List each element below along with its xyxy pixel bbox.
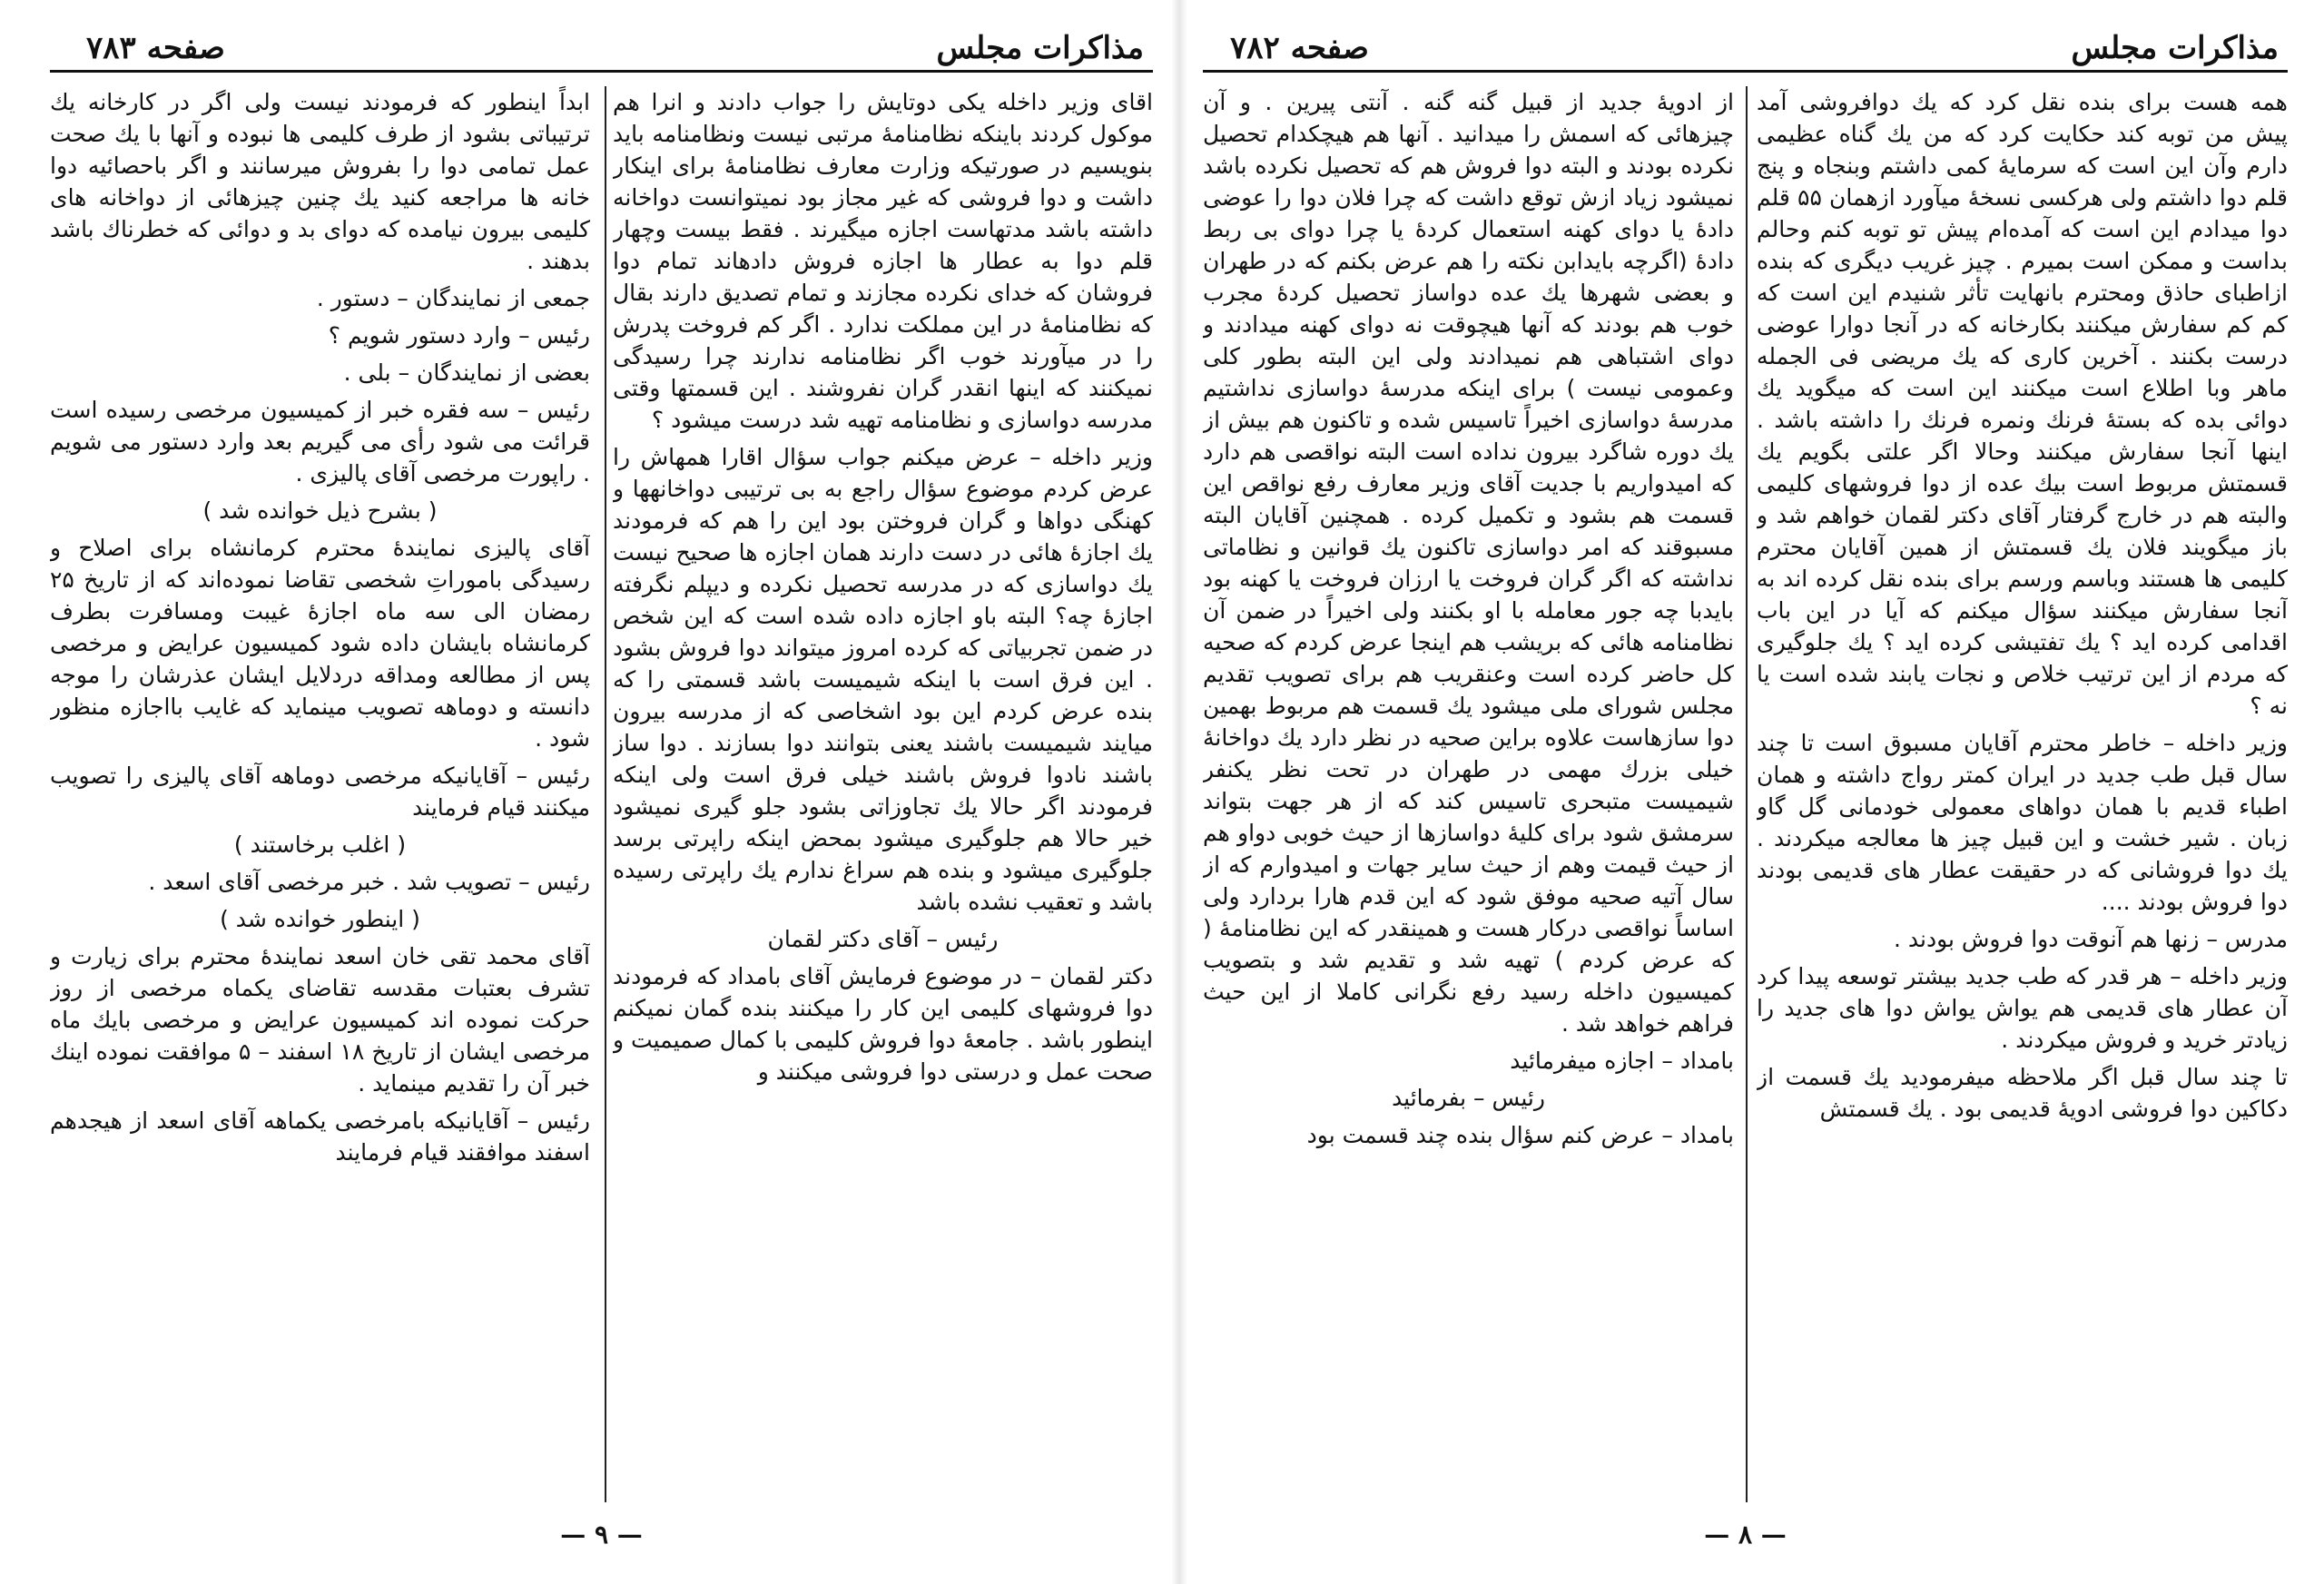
right-page-number: صفحه ۷۸۲ bbox=[1230, 30, 1369, 66]
speaker-line: رئیس – آقای دکتر لقمان bbox=[767, 926, 999, 952]
paragraph: ابداً اینطور که فرمودند نیست ولی اگر در کارخانه یك ترتیباتی بشود از طرف کلیمی ها نبوده و آنها با یك صحت عمل تمامی دوا را بفروش میرسانند و اگر باحصائیه دوا خانه ها مراجعه کنید یك چنین چیزهائی از دواخانه های کلیمی بیرون نیامده که دوای بد و دوائی که خطرناك باشد بدهند . bbox=[50, 89, 590, 274]
right-page-left-column bbox=[1203, 86, 1734, 1511]
header-rule bbox=[1203, 70, 2288, 73]
speaker-line: جمعی از نمایندگان – دستور . bbox=[316, 285, 590, 311]
book-gutter bbox=[1171, 0, 1187, 1584]
right-page-running-title: مذاکرات مجلس bbox=[2071, 30, 2279, 66]
speaker-line: مدرس – زنها هم آنوقت دوا فروش بودند . bbox=[1893, 926, 2288, 952]
paragraph: رئیس – تصویب شد . خبر مرخصی آقای اسعد . bbox=[148, 869, 590, 895]
column-divider bbox=[1746, 86, 1748, 1502]
paragraph: رئیس – آقایانیکه مرخصی دوماهه آقای پالیزی را تصویب میکنند قیام فرمایند bbox=[50, 762, 590, 821]
stage-direction: ( بشرح ذیل خوانده شد ) bbox=[202, 497, 438, 524]
left-page-running-title: مذاکرات مجلس bbox=[936, 30, 1144, 66]
paragraph: وزیر داخله – خاطر محترم آقایان مسبوق است تا چند سال قبل طب جدید در ایران کمتر رواج داشته و همان اطباء قدیم با همان دواهای معمولی خودمانی گل گاو زبان . شیر خشت و این قبیل چیز ها معالجه میکردند . یك دوا فروشانی که در حقیقت عطار های قدیمی بودند دوا فروش بودند .... bbox=[1757, 730, 2288, 915]
right-page-right-column bbox=[1757, 86, 2288, 1511]
stage-direction: ( اغلب برخاستند ) bbox=[233, 831, 407, 858]
paragraph: وزیر داخله – هر قدر که طب جدید بیشتر توسعه پیدا کرد آن عطار های قدیمی هم یواش یواش دوا های جدید را زیادتر خرید و فروش میکردند . bbox=[1757, 963, 2288, 1053]
right-page-folio: — ۸ — bbox=[1704, 1520, 1787, 1550]
stage-direction: ( اینطور خوانده شد ) bbox=[220, 906, 420, 932]
paragraph: دکتر لقمان – در موضوع فرمایش آقای بامداد که فرمودند دوا فروشهای کلیمی این کار را میکنند بنده گمان نمیکنم اینطور باشد . جامعهٔ دوا فروش کلیمی با کمال صمیمیت و صحت عمل و درستی دوا فروشی میکنند و bbox=[613, 963, 1153, 1085]
speaker-line: بامداد – عرض کنم سؤال بنده چند قسمت بود bbox=[1306, 1122, 1734, 1148]
left-page-left-column bbox=[50, 86, 590, 1511]
column-divider bbox=[605, 86, 606, 1502]
header-rule bbox=[50, 70, 1153, 73]
paragraph: همه هست برای بنده نقل کرد که یك دوافروشی آمد پیش من توبه کند حکایت کرد که من یك گناه عظیمی دارم وآن این است که سرمایهٔ کمی داشتم وبنجاه و پنج قلم دوا داشتم ولی هرکسی نسخهٔ میآورد ازهمان ۵۵ قلم دوا میدادم این است که آمده‌ام پیش تو توبه کنم وحالم بداست و ممکن است بمیرم . چیز غریب دیگری که بنده ازاطبای حاذق ومحترم بانهایت تأثر شنیدم این است که کم کم سفارش میکنند بکارخانه که در آنجا دوارا عوضی درست بکنند . آخرین کاری که یك مریضی فی الجمله ماهر وبا اطلاع است میکنند این است که میگوید یك دوائی بده که بستهٔ فرنك ونمره فرنك را داشته باشد . اینها آنجا سفارش میکنند وحالا اگر علتی بگویم یك قسمتش مربوط است بیك عده از دوا فروشهای کلیمی والبته هم در خارج گرفتار آقای دکتر لقمان خواهم شد و باز میگویند فلان یك قسمتش از همین آقایان محترم کلیمی ها هستند وباسم ورسم برای بنده نقل کرده اند به آنجا سفارش میکنند سؤال میکنم که آیا در این باب اقدامی کرده اید ؟ یك تفتیشی کرده اید ؟ یك جلوگیری که مردم از این ترتیب خلاص و نجات یابند شده است یا نه ؟ bbox=[1757, 89, 2288, 719]
speaker-line: بعضی از نمایندگان – بلی . bbox=[343, 359, 590, 386]
paragraph: رئیس – آقایانیکه بامرخصی یکماهه آقای اسعد از هیجدهم اسفند موافقند قیام فرمایند bbox=[50, 1107, 590, 1166]
speaker-line: بامداد – اجازه میفرمائید bbox=[1510, 1048, 1734, 1074]
left-page-header bbox=[50, 23, 1153, 73]
speaker-line: رئیس – وارد دستور شویم ؟ bbox=[328, 322, 590, 349]
left-page-number: صفحه ۷۸۳ bbox=[86, 30, 225, 66]
paragraph: اقای وزیر داخله یکی دوتایش را جواب دادند و انرا هم موکول کردند باینکه نظامنامهٔ مرتبی نیست ونظامنامه باید بنویسیم در صورتیکه وزارت معارف نظامنامهٔ برای اینکار داشت و دوا فروشی که غیر مجاز بود نمیتوانست دواخانه داشته باشد مدتهاست اجازه میگیرند . فقط بیست وچهار قلم دوا به عطار ها اجازه فروش دادهاند تمام دوا فروشان که خدای نکرده مجازند و تمام تصدیق دارند بقال که نظامنامهٔ در این مملکت ندارد . اگر کم فروخت پدرش را در میآورند خوب اگر نظامنامه ندارند چرا رسیدگی نمیکنند که اینها انقدر گران نفروشند . این قسمتها وقتی مدرسه دواسازی و نظامنامه تهیه شد درست میشود ؟ bbox=[613, 89, 1153, 433]
speaker-line: رئیس – بفرمائید bbox=[1392, 1085, 1545, 1111]
paragraph: آقای پالیزی نمایندهٔ محترم کرمانشاه برای اصلاح و رسیدگی باموراتِ شخصی تقاضا نموده‌اند که از تاریخ ۲۵ رمضان الی سه ماه اجازهٔ غیبت ومسافرت بطرف کرمانشاه بایشان داده شود کمیسیون عرایض و مرخصی پس از مطالعه ومداقه دردلایل ایشان عذرشان را موجه دانسته و دوماهه تصویب مینماید که غایب بااجازه منظور شود . bbox=[50, 535, 590, 752]
paragraph: آقای محمد تقی خان اسعد نمایندهٔ محترم برای زیارت و تشرف بعتبات مقدسه تقاضای یکماه مرخصی از روز حرکت نموده اند کمیسیون عرایض و مرخصی بایك ماه مرخصی ایشان از تاریخ ۱۸ اسفند – ۵ موافقت نموده اینك خبر آن را تقدیم مینماید . bbox=[50, 943, 590, 1097]
left-page bbox=[50, 0, 1153, 1584]
paragraph: رئیس – سه فقره خبر از کمیسیون مرخصی رسیده است قرائت می شود رأی می گیریم بعد وارد دستور می شویم . راپورت مرخصی آقای پالیزی . bbox=[50, 397, 590, 487]
paragraph: تا چند سال قبل اگر ملاحظه میفرمودید یك قسمت از دکاکین دوا فروشی ادویهٔ قدیمی بود . یك قسمتش bbox=[1757, 1064, 2288, 1122]
paragraph: از ادویهٔ جدید از قبیل گنه گنه . آنتی پیرین . و آن چیزهائی که اسمش را میدانید . آنها هم هیچکدام تحصیل نکرده بودند و البته دوا فروش هم که تحصیل نکرده باشد نمیشود زیاد ازش توقع داشت که چرا فلان دوا را عوضی دادهٔ یا دوای کهنه استعمال کردهٔ یا چرا دوای بی ربط دادهٔ (اگرچه بایدابن نکته را هم عرض بکنم که در طهران و بعضی شهرها یك عده دواساز تحصیل کردهٔ مجرب خوب هم بودند که آنها هیچوقت نه دوای کهنه میدادند و دوای اشتباهی هم نمیدادند ولی این البته بطور کلی وعمومی نیست ) برای اینکه مدرسهٔ دواسازی نداشتیم مدرسهٔ دواسازی اخیراً تاسیس شده و تاکنون هم بیش از یك دوره شاگرد بیرون نداده است البته نواقصی هم دارد که امیدواریم با جدیت آقای وزیر معارف رفع نواقص این قسمت هم بشود و تکمیل کرده . همچنین آقایان البته مسبوقند که امر دواسازی تاکنون یك قوانین و نظاماتی نداشته که اگر گران فروخت یا ارزان فروخت یا کهنه بود بایدبا چه جور معامله با او بکنند ولی اخیراً در ضمن آن نظامنامه هائی که بریشب هم اینجا عرض کردم که صحیه کل حاضر کرده است وعنقریب هم برای تصویب تقدیم مجلس شورای ملی میشود یك قسمت هم مربوط بهمین دوا سازهاست علاوه براین صحیه در نظر دارد یك دواخانهٔ خیلی بزرك مهمی در طهران در تحت نظر یکنفر شیمیست متبحری تاسیس کند که از هر جهت بتواند سرمشق شود برای کلیهٔ دواسازها از حیث خوبی دواو هم از حیث قیمت وهم از حیث سایر جهات و امیدوارم که از سال آتیه صحیه موفق شود که این قدم هارا بردارد ولی اساساً نواقصی درکار هست و همینقدر که این نظامنامهٔ ( که عرض کردم ) تهیه شد و تقدیم شد و بتصویب کمیسیون داخله رسید رفع نگرانی کاملا از این حیث فراهم خواهد شد . bbox=[1203, 89, 1734, 1037]
right-page-header bbox=[1203, 23, 2288, 73]
paragraph: وزیر داخله – عرض میکنم جواب سؤال اقارا همهاش را عرض کردم موضوع سؤال راجع به بی ترتیبی دواخانهها و کهنگی دواها و گران فروختن بود این را هم که فرمودند یك اجازهٔ هائی در دست دارند همان اجازه ها صحیح نیست یك دواسازی که در مدرسه تحصیل نکرده و دیپلم نگرفته اجازهٔ چه؟ البته باو اجازه داده شده است که این شخص در ضمن تجربیاتی که کرده امروز میتواند دوا فروش بشود . این فرق است با اینکه شیمیست باشد قسمتی را که بنده عرض کردم این بود اشخاصی که از مدرسه بیرون میایند شیمیست باشند یعنی بتوانند دوا بسازند . دوا ساز باشند نادوا فروش باشند خیلی فرق است ولی اینکه فرمودند اگر حالا یك تجاوزاتی بشود جلو گیری نمیشود خیر حالا هم جلوگیری میشود بمحض اینکه راپرتی برسد جلوگیری میشود و بنده هم سراغ ندارم یك راپرتی رسیده باشد و تعقیب نشده باشد bbox=[613, 444, 1153, 915]
right-page bbox=[1203, 0, 2288, 1584]
left-page-folio: — ۹ — bbox=[560, 1520, 643, 1550]
left-page-right-column bbox=[613, 86, 1153, 1511]
